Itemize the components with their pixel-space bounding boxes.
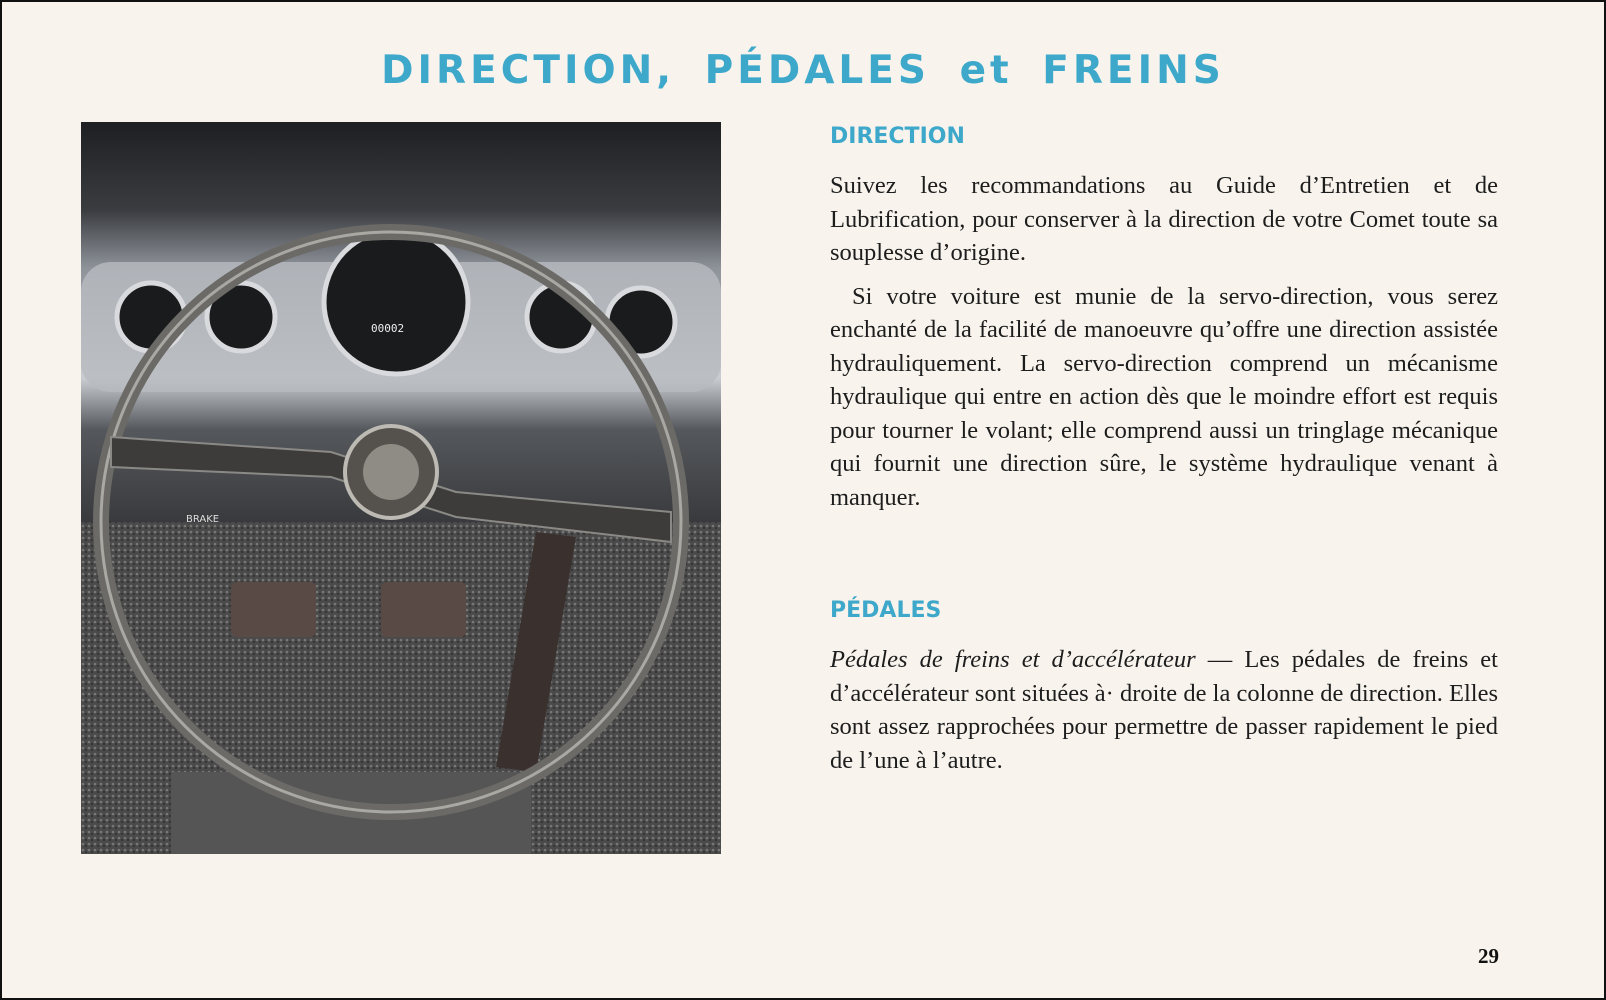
pedales-paragraph bbox=[830, 643, 1498, 777]
pedales-section bbox=[830, 598, 1498, 777]
pedales-heading: PÉDALES bbox=[830, 598, 942, 623]
page-number: 29 bbox=[1478, 944, 1499, 968]
odometer-text: 00002 bbox=[371, 322, 405, 335]
direction-paragraph-1: Suivez les recommandations au Guide d’Entretien et de Lubrification, pour conserver à la direction de votre Comet toute sa souplesse d’origine. bbox=[830, 172, 1498, 266]
brake-label: BRAKE bbox=[186, 514, 220, 525]
dashboard-illustration bbox=[81, 122, 721, 854]
page-title: DIRECTION, PÉDALES et FREINS bbox=[381, 48, 1225, 93]
pedales-text: — Les pédales de freins et d’accélérateur sont situées à· droite de la colonne de direction. Elles sont assez rapprochées pour permettre de passer rapidement le pied de l’une à l’autre. bbox=[830, 646, 1498, 774]
direction-paragraph-2: Si votre voiture est munie de la servo-direction, vous serez enchanté de la facilité de manoeuvre qu’offre une direction assistée hydrauliquement. La servo-direction comprend un mécanisme hydraulique qui entre en action dès que le moindre effort est requis pour tourner le volant; elle comprend aussi un tringlage mécanique qui fournit une direction sûre, le système hydraulique venant à manquer. bbox=[830, 282, 1498, 511]
direction-section bbox=[830, 124, 1498, 514]
pedales-lead: Pédales de freins et d’accélérateur bbox=[830, 646, 1196, 673]
direction-heading: DIRECTION bbox=[830, 124, 965, 149]
steering-wheel-photo bbox=[81, 122, 721, 854]
